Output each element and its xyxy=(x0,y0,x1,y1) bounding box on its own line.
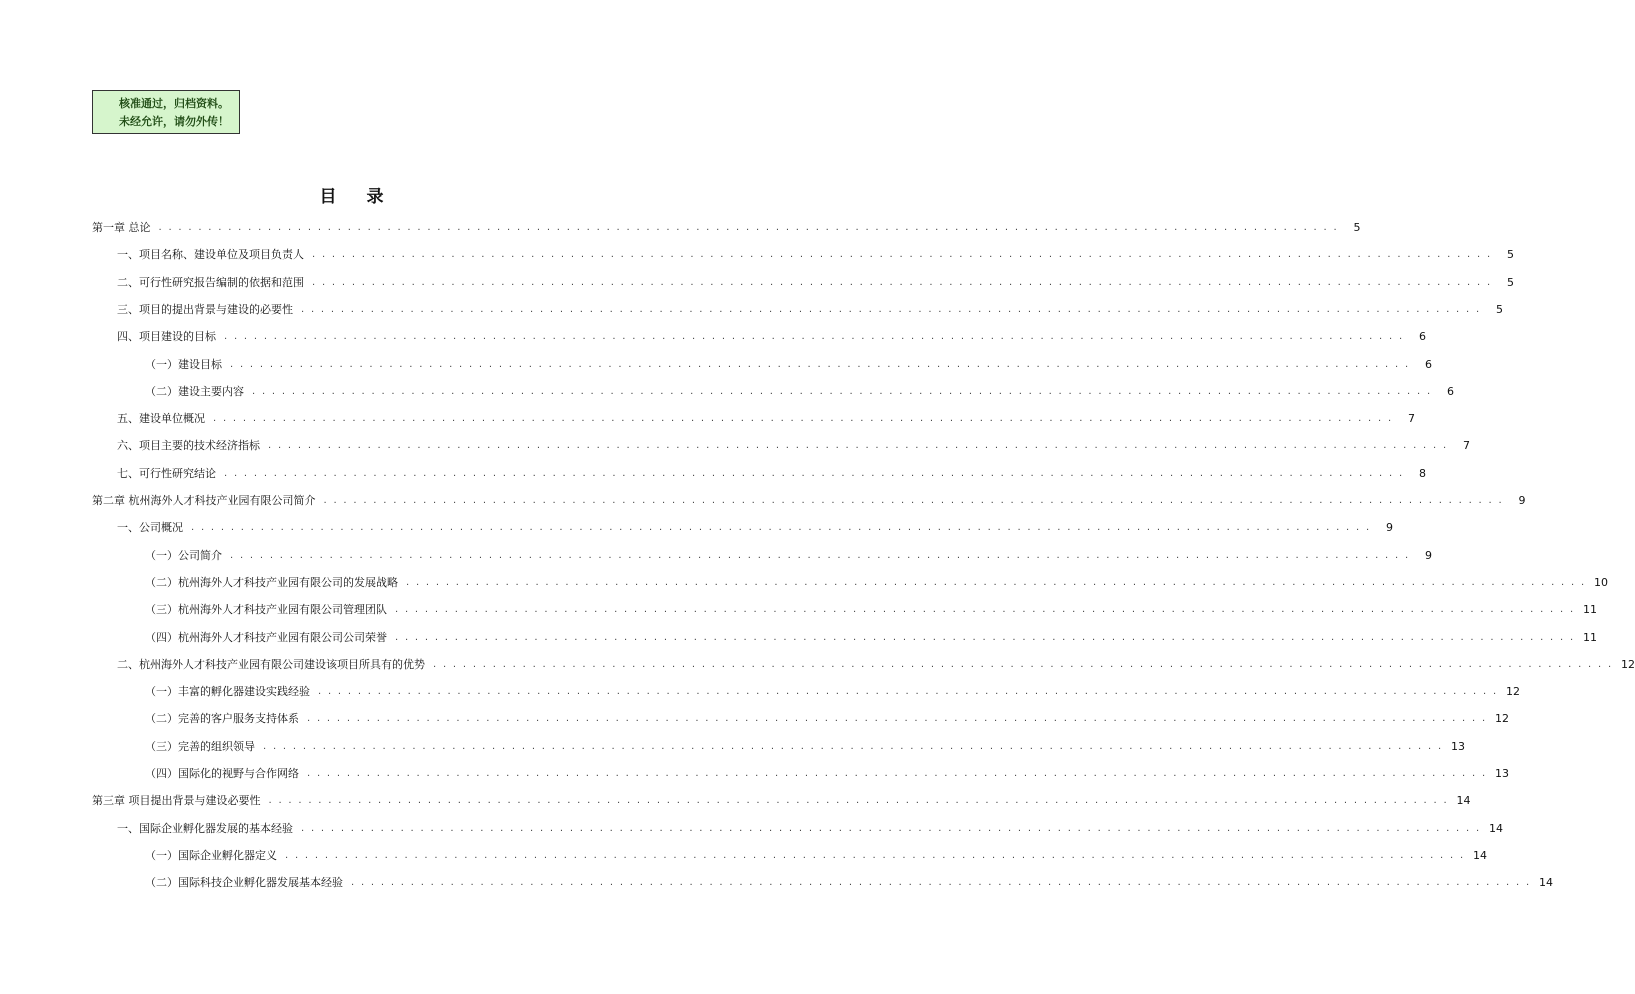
toc-entry-label: 第三章 项目提出背景与建设必要性 xyxy=(92,794,261,808)
toc-entry[interactable] xyxy=(145,843,1487,863)
toc-entry[interactable] xyxy=(117,433,1470,453)
toc-leader-dots: . . . . . . . . . . . . . . . . . . . . . . . . . . . . . . . . . . . . . . . . . . . . . . . . . . . . . . . . . . . . . . . . . . . . . . . . . . . . . . . . . . . . . . . . . . . . . . . . . . . . . . . . . . . . . . . . . . . . . . . xyxy=(268,795,1449,807)
toc-entry-page-number: 7 xyxy=(1407,412,1415,426)
toc-entry-page-number: 12 xyxy=(1505,685,1520,699)
toc-entry-label: 一、项目名称、建设单位及项目负责人 xyxy=(117,248,304,262)
toc-entry[interactable] xyxy=(117,242,1514,262)
toc-leader-dots: . . . . . . . . . . . . . . . . . . . . . . . . . . . . . . . . . . . . . . . . . . . . . . . . . . . . . . . . . . . . . . . . . . . . . . . . . . . . . . . . . . . . . . . . . . . . . . . . . . . . . . . . . . . . . . . . . . . . . . . xyxy=(191,522,1371,534)
toc-leader-dots: . . . . . . . . . . . . . . . . . . . . . . . . . . . . . . . . . . . . . . . . . . . . . . . . . . . . . . . . . . . . . . . . . . . . . . . . . . . . . . . . . . . . . . . . . . . . . . . . . . . . . . . . . . . . . . . . . . . . . . . xyxy=(252,385,1432,397)
toc-leader-dots: . . . . . . . . . . . . . . . . . . . . . . . . . . . . . . . . . . . . . . . . . . . . . . . . . . . . . . . . . . . . . . . . . . . . . . . . . . . . . . . . . . . . . . . . . . . . . . . . . . . . . . . . . . . . . . . . . . . . . . . xyxy=(224,331,1404,343)
toc-entry-page-number: 14 xyxy=(1488,821,1503,835)
toc-leader-dots: . . . . . . . . . . . . . . . . . . . . . . . . . . . . . . . . . . . . . . . . . . . . . . . . . . . . . . . . . . . . . . . . . . . . . . . . . . . . . . . . . . . . . . . . . . . . . . . . . . . . . . . . . . . . . . . . . . . . . . . xyxy=(213,413,1393,425)
toc-leader-dots: . . . . . . . . . . . . . . . . . . . . . . . . . . . . . . . . . . . . . . . . . . . . . . . . . . . . . . . . . . . . . . . . . . . . . . . . . . . . . . . . . . . . . . . . . . . . . . . . . . . . . . . . . . . . . . . . . . . . . . . xyxy=(406,576,1586,588)
toc-entry[interactable] xyxy=(117,297,1503,317)
toc-entry-label: 二、可行性研究报告编制的依据和范围 xyxy=(117,275,304,289)
toc-entry[interactable] xyxy=(145,570,1608,590)
toc-entry[interactable] xyxy=(145,679,1520,699)
toc-entry[interactable] xyxy=(145,761,1509,781)
toc-leader-dots: . . . . . . . . . . . . . . . . . . . . . . . . . . . . . . . . . . . . . . . . . . . . . . . . . . . . . . . . . . . . . . . . . . . . . . . . . . . . . . . . . . . . . . . . . . . . . . . . . . . . . . . . . . . . . . . . . . . . . . . xyxy=(285,849,1465,861)
toc-leader-dots: . . . . . . . . . . . . . . . . . . . . . . . . . . . . . . . . . . . . . . . . . . . . . . . . . . . . . . . . . . . . . . . . . . . . . . . . . . . . . . . . . . . . . . . . . . . . . . . . . . . . . . . . . . . . . . . . . . . . . . . xyxy=(307,713,1487,725)
toc-entry-label: 三、项目的提出背景与建设的必要性 xyxy=(117,302,293,316)
toc-entry-page-number: 14 xyxy=(1456,794,1471,808)
toc-entry-label: 第一章 总论 xyxy=(92,221,151,234)
toc-leader-dots: . . . . . . . . . . . . . . . . . . . . . . . . . . . . . . . . . . . . . . . . . . . . . . . . . . . . . . . . . . . . . . . . . . . . . . . . . . . . . . . . . . . . . . . . . . . . . . . . . . . . . . . . . . . . . . . . . . . . . . . xyxy=(158,222,1339,233)
toc-entry-page-number: 13 xyxy=(1494,767,1509,780)
toc-entry-page-number: 13 xyxy=(1450,739,1465,753)
toc-entry-page-number: 7 xyxy=(1462,439,1470,453)
toc-leader-dots: . . . . . . . . . . . . . . . . . . . . . . . . . . . . . . . . . . . . . . . . . . . . . . . . . . . . . . . . . . . . . . . . . . . . . . . . . . . . . . . . . . . . . . . . . . . . . . . . . . . . . . . . . . . . . . . . . . . . . . . xyxy=(323,495,1504,506)
toc-entry-label: （二）完善的客户服务支持体系 xyxy=(145,712,299,726)
toc-entry-page-number: 6 xyxy=(1424,357,1432,371)
toc-leader-dots: . . . . . . . . . . . . . . . . . . . . . . . . . . . . . . . . . . . . . . . . . . . . . . . . . . . . . . . . . . . . . . . . . . . . . . . . . . . . . . . . . . . . . . . . . . . . . . . . . . . . . . . . . . . . . . . . . . . . . . . xyxy=(301,822,1481,834)
toc-leader-dots: . . . . . . . . . . . . . . . . . . . . . . . . . . . . . . . . . . . . . . . . . . . . . . . . . . . . . . . . . . . . . . . . . . . . . . . . . . . . . . . . . . . . . . . . . . . . . . . . . . . . . . . . . . . . . . . . . . . . . . . xyxy=(395,631,1575,643)
toc-entry-page-number: 11 xyxy=(1582,630,1597,644)
toc-leader-dots: . . . . . . . . . . . . . . . . . . . . . . . . . . . . . . . . . . . . . . . . . . . . . . . . . . . . . . . . . . . . . . . . . . . . . . . . . . . . . . . . . . . . . . . . . . . . . . . . . . . . . . . . . . . . . . . . . . . . . . . xyxy=(318,686,1498,698)
toc-entry-page-number: 5 xyxy=(1353,221,1361,234)
toc-entry[interactable] xyxy=(117,515,1393,535)
toc-leader-dots: . . . . . . . . . . . . . . . . . . . . . . . . . . . . . . . . . . . . . . . . . . . . . . . . . . . . . . . . . . . . . . . . . . . . . . . . . . . . . . . . . . . . . . . . . . . . . . . . . . . . . . . . . . . . . . . . . . . . . . . xyxy=(224,467,1404,479)
toc-entry-page-number: 9 xyxy=(1424,548,1432,562)
toc-entry[interactable] xyxy=(117,406,1415,426)
toc-entry-label: （三）杭州海外人才科技产业园有限公司管理团队 xyxy=(145,603,387,617)
toc-entry-page-number: 11 xyxy=(1582,603,1597,617)
toc-entry-label: （四）国际化的视野与合作网络 xyxy=(145,767,299,780)
toc-entry-page-number: 9 xyxy=(1385,521,1393,535)
toc-entry[interactable] xyxy=(92,215,1361,235)
toc-entry-page-number: 6 xyxy=(1446,384,1454,398)
toc-entry-label: 七、可行性研究结论 xyxy=(117,466,216,480)
toc-leader-dots: . . . . . . . . . . . . . . . . . . . . . . . . . . . . . . . . . . . . . . . . . . . . . . . . . . . . . . . . . . . . . . . . . . . . . . . . . . . . . . . . . . . . . . . . . . . . . . . . . . . . . . . . . . . . . . . . . . . . . . . xyxy=(307,768,1487,779)
toc-entry-label: （四）杭州海外人才科技产业园有限公司公司荣誉 xyxy=(145,630,387,644)
toc-leader-dots: . . . . . . . . . . . . . . . . . . . . . . . . . . . . . . . . . . . . . . . . . . . . . . . . . . . . . . . . . . . . . . . . . . . . . . . . . . . . . . . . . . . . . . . . . . . . . . . . . . . . . . . . . . . . . . . . . . . . . . . xyxy=(351,877,1531,889)
toc-entry-page-number: 5 xyxy=(1495,302,1503,316)
toc-entry[interactable] xyxy=(145,352,1432,372)
toc-entry[interactable] xyxy=(145,543,1432,563)
toc-entry-label: 一、国际企业孵化器发展的基本经验 xyxy=(117,821,293,835)
notice-line-1: 核准通过，归档资料。 xyxy=(119,97,229,110)
toc-leader-dots: . . . . . . . . . . . . . . . . . . . . . . . . . . . . . . . . . . . . . . . . . . . . . . . . . . . . . . . . . . . . . . . . . . . . . . . . . . . . . . . . . . . . . . . . . . . . . . . . . . . . . . . . . . . . . . . . . . . . . . . xyxy=(263,740,1443,752)
toc-entry-label: （一）丰富的孵化器建设实践经验 xyxy=(145,685,310,699)
toc-entry-label: （一）建设目标 xyxy=(145,357,222,371)
toc-entry[interactable] xyxy=(145,625,1597,645)
toc-entry[interactable] xyxy=(92,788,1471,808)
toc-title: 目录 xyxy=(319,187,414,207)
toc-entry[interactable] xyxy=(92,488,1526,508)
toc-entry[interactable] xyxy=(117,270,1514,290)
notice-line-2: 未经允许，请勿外传！ xyxy=(119,115,229,128)
toc-leader-dots: . . . . . . . . . . . . . . . . . . . . . . . . . . . . . . . . . . . . . . . . . . . . . . . . . . . . . . . . . . . . . . . . . . . . . . . . . . . . . . . . . . . . . . . . . . . . . . . . . . . . . . . . . . . . . . . . . . . . . . . xyxy=(312,249,1492,261)
toc-entry-label: 二、杭州海外人才科技产业园有限公司建设该项目所具有的优势 xyxy=(117,657,425,671)
toc-entry-label: （三）完善的组织领导 xyxy=(145,739,255,753)
toc-entry-label: （二）建设主要内容 xyxy=(145,384,244,398)
toc-entry-page-number: 8 xyxy=(1418,466,1426,480)
toc-leader-dots: . . . . . . . . . . . . . . . . . . . . . . . . . . . . . . . . . . . . . . . . . . . . . . . . . . . . . . . . . . . . . . . . . . . . . . . . . . . . . . . . . . . . . . . . . . . . . . . . . . . . . . . . . . . . . . . . . . . . . . . xyxy=(433,658,1613,670)
toc-entry-page-number: 5 xyxy=(1506,248,1514,262)
toc-entry-page-number: 9 xyxy=(1518,494,1526,507)
toc-entry[interactable] xyxy=(145,379,1454,399)
toc-entry[interactable] xyxy=(145,597,1597,617)
toc-entry-page-number: 14 xyxy=(1472,848,1487,862)
toc-leader-dots: . . . . . . . . . . . . . . . . . . . . . . . . . . . . . . . . . . . . . . . . . . . . . . . . . . . . . . . . . . . . . . . . . . . . . . . . . . . . . . . . . . . . . . . . . . . . . . . . . . . . . . . . . . . . . . . . . . . . . . . xyxy=(301,303,1481,315)
toc-entry[interactable] xyxy=(145,870,1553,890)
toc-entry[interactable] xyxy=(117,324,1426,344)
toc-leader-dots: . . . . . . . . . . . . . . . . . . . . . . . . . . . . . . . . . . . . . . . . . . . . . . . . . . . . . . . . . . . . . . . . . . . . . . . . . . . . . . . . . . . . . . . . . . . . . . . . . . . . . . . . . . . . . . . . . . . . . . . xyxy=(395,604,1575,616)
toc-entry-label: 四、项目建设的目标 xyxy=(117,330,216,344)
toc-entry[interactable] xyxy=(117,652,1635,672)
toc-entry-page-number: 14 xyxy=(1538,876,1553,890)
toc-entry-page-number: 12 xyxy=(1494,712,1509,726)
toc-entry-label: 五、建设单位概况 xyxy=(117,412,205,426)
confidential-notice-box xyxy=(92,90,240,134)
toc-entry-label: （二）杭州海外人才科技产业园有限公司的发展战略 xyxy=(145,575,398,589)
toc-entry-label: （一）国际企业孵化器定义 xyxy=(145,848,277,862)
toc-leader-dots: . . . . . . . . . . . . . . . . . . . . . . . . . . . . . . . . . . . . . . . . . . . . . . . . . . . . . . . . . . . . . . . . . . . . . . . . . . . . . . . . . . . . . . . . . . . . . . . . . . . . . . . . . . . . . . . . . . . . . . . xyxy=(312,276,1492,288)
toc-entry[interactable] xyxy=(117,816,1503,836)
toc-entry-label: （一）公司简介 xyxy=(145,548,222,562)
toc-entry-label: 一、公司概况 xyxy=(117,521,183,535)
toc-entry[interactable] xyxy=(145,734,1465,754)
toc-entry-label: 第二章 杭州海外人才科技产业园有限公司简介 xyxy=(92,494,316,507)
toc-leader-dots: . . . . . . . . . . . . . . . . . . . . . . . . . . . . . . . . . . . . . . . . . . . . . . . . . . . . . . . . . . . . . . . . . . . . . . . . . . . . . . . . . . . . . . . . . . . . . . . . . . . . . . . . . . . . . . . . . . . . . . . xyxy=(230,549,1410,561)
toc-entry[interactable] xyxy=(145,706,1509,726)
toc-entry-label: （二）国际科技企业孵化器发展基本经验 xyxy=(145,876,343,890)
toc-entry-page-number: 12 xyxy=(1620,657,1635,671)
toc-entry-page-number: 5 xyxy=(1506,275,1514,289)
toc-entry-page-number: 10 xyxy=(1593,575,1608,589)
toc-leader-dots: . . . . . . . . . . . . . . . . . . . . . . . . . . . . . . . . . . . . . . . . . . . . . . . . . . . . . . . . . . . . . . . . . . . . . . . . . . . . . . . . . . . . . . . . . . . . . . . . . . . . . . . . . . . . . . . . . . . . . . . xyxy=(230,358,1410,370)
toc-entry[interactable] xyxy=(117,461,1426,481)
toc-leader-dots: . . . . . . . . . . . . . . . . . . . . . . . . . . . . . . . . . . . . . . . . . . . . . . . . . . . . . . . . . . . . . . . . . . . . . . . . . . . . . . . . . . . . . . . . . . . . . . . . . . . . . . . . . . . . . . . . . . . . . . . xyxy=(268,440,1448,452)
toc-entry-page-number: 6 xyxy=(1418,330,1426,344)
toc-entry-label: 六、项目主要的技术经济指标 xyxy=(117,439,260,453)
